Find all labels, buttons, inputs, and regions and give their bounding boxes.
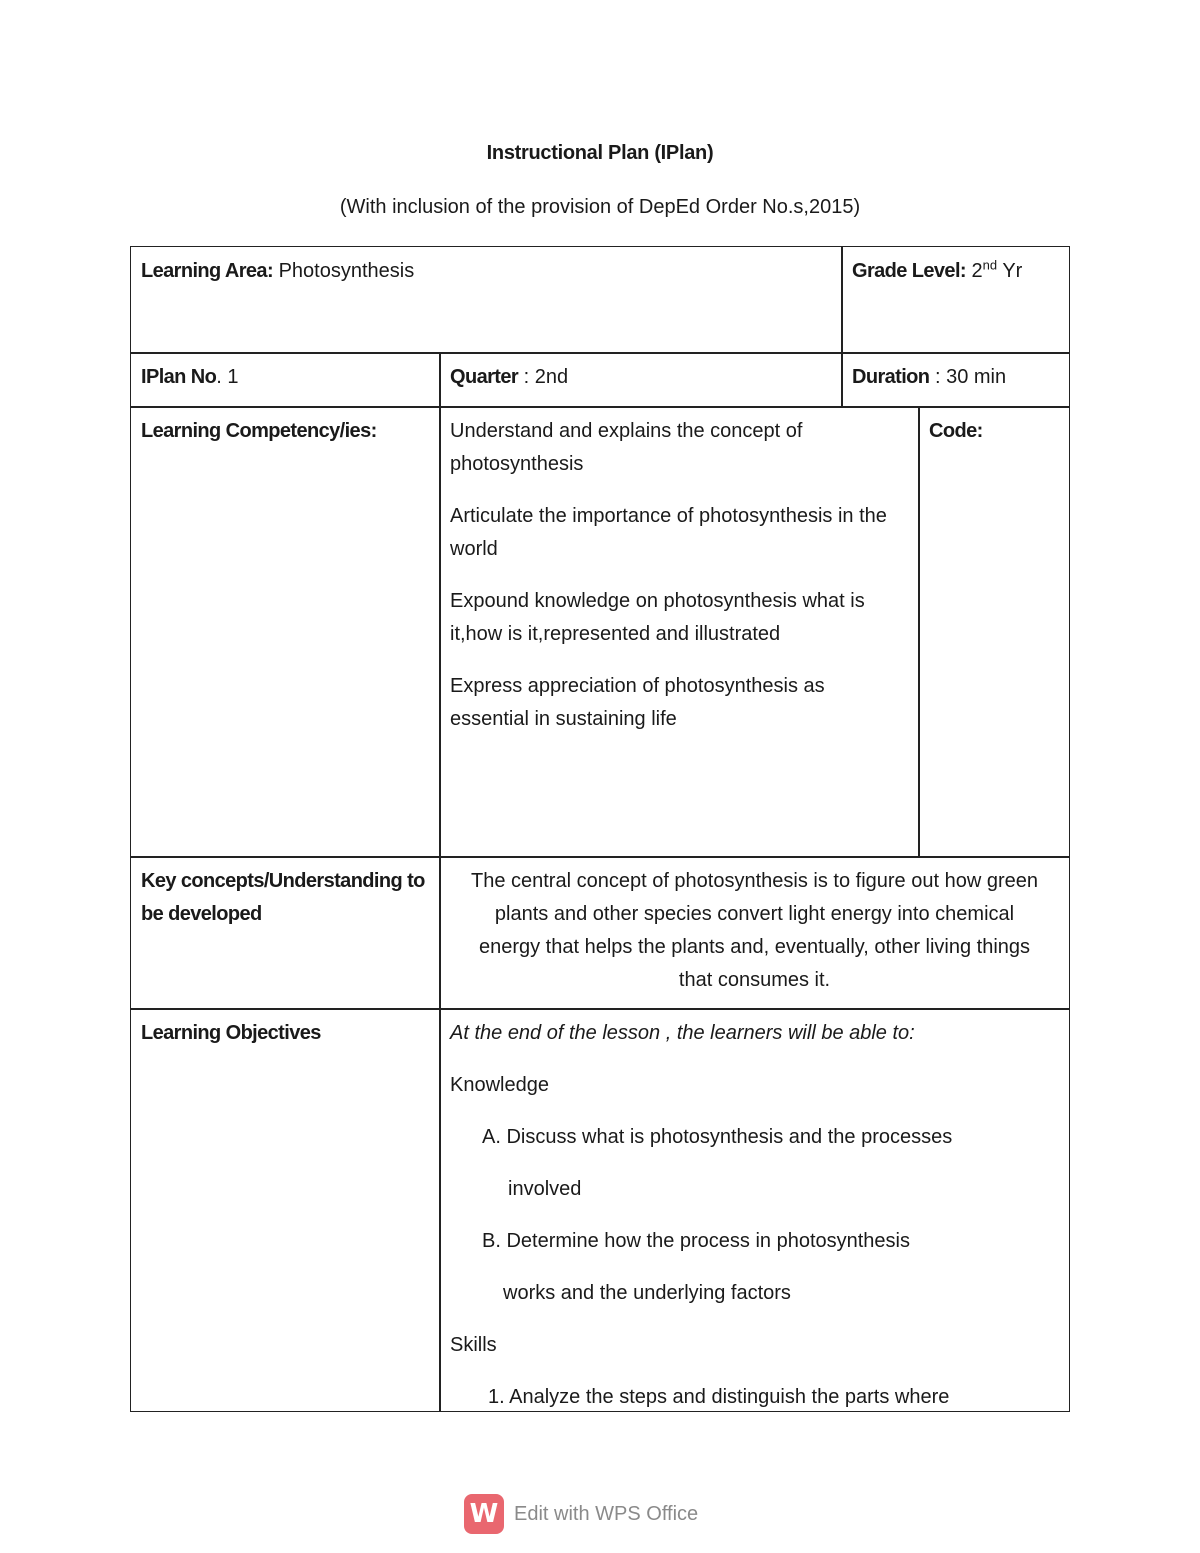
competency-item: Express appreciation of photosynthesis as essential in sustaining life xyxy=(450,675,825,730)
key-concepts-text-cell xyxy=(439,856,1070,1010)
competency-list-cell xyxy=(439,406,920,858)
quarter-label: Quarter xyxy=(450,366,519,388)
objective-item-a: A. Discuss what is photosynthesis and the processes xyxy=(482,1126,953,1148)
competency-item: Understand and explains the concept of photosynthesis xyxy=(450,420,803,475)
grade-level-suffix: Yr xyxy=(1002,260,1023,282)
learning-area-label: Learning Area: xyxy=(141,260,274,282)
grade-level-superscript: nd xyxy=(982,257,998,273)
wps-watermark xyxy=(464,1494,698,1534)
iplan-number-label: IPlan No xyxy=(141,366,217,388)
code-label: Code: xyxy=(929,420,983,442)
duration-value: : 30 min xyxy=(929,366,1007,388)
learning-area-value: Photosynthesis xyxy=(278,260,415,282)
knowledge-heading: Knowledge xyxy=(450,1074,549,1096)
duration-label: Duration xyxy=(852,366,930,388)
objectives-intro: At the end of the lesson , the learners will be able to: xyxy=(450,1022,915,1044)
iplan-number-cell xyxy=(130,352,441,408)
objectives-content-cell xyxy=(439,1008,1070,1412)
learning-area-cell xyxy=(130,246,843,354)
key-concepts-text: The central concept of photosynthesis is to figure out how green plants and other species convert light energy into chemical energy that helps the plants and, eventually, other living things that consumes it. xyxy=(470,870,1038,991)
objectives-label: Learning Objectives xyxy=(141,1022,321,1044)
objective-item-b-continued: works and the underlying factors xyxy=(503,1282,791,1304)
competency-item: Articulate the importance of photosynthesis in the world xyxy=(450,505,887,560)
iplan-number-value: . 1 xyxy=(216,366,239,388)
objective-item-a-continued: involved xyxy=(508,1178,582,1200)
objective-item-b: B. Determine how the process in photosynthesis xyxy=(482,1230,910,1252)
objectives-label-cell xyxy=(130,1008,441,1412)
page-title: Instructional Plan (IPlan) xyxy=(486,142,714,164)
competency-label: Learning Competency/ies: xyxy=(141,420,377,442)
code-cell xyxy=(918,406,1070,858)
grade-level-cell xyxy=(841,246,1070,354)
quarter-value: : 2nd xyxy=(518,366,569,388)
page-subtitle: (With inclusion of the provision of DepEd Order No.s,2015) xyxy=(339,196,861,218)
grade-level-label: Grade Level: xyxy=(852,260,966,282)
grade-level-number: 2 xyxy=(971,260,983,282)
skill-item-1: 1. Analyze the steps and distinguish the parts where xyxy=(488,1386,950,1408)
competency-item: Expound knowledge on photosynthesis what is it,how is it,represented and illustrated xyxy=(450,590,865,645)
key-concepts-label-cell xyxy=(130,856,441,1010)
skills-heading: Skills xyxy=(450,1334,497,1356)
quarter-cell xyxy=(439,352,843,408)
competency-label-cell xyxy=(130,406,441,858)
key-concepts-label: Key concepts/Understanding to be developed xyxy=(141,870,425,925)
wps-logo-icon: W xyxy=(464,1494,504,1534)
duration-cell xyxy=(841,352,1070,408)
wps-watermark-text: Edit with WPS Office xyxy=(514,1502,699,1525)
